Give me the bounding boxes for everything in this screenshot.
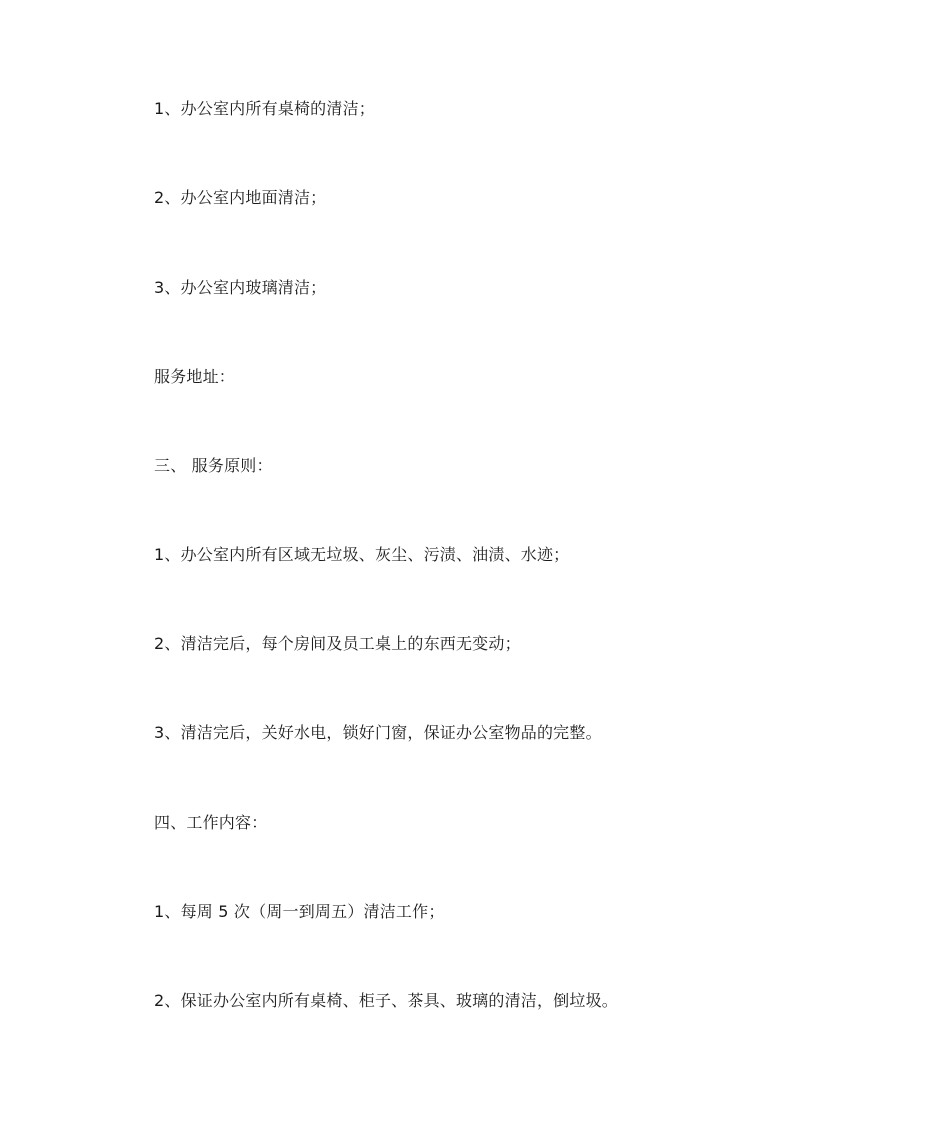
cleaning-item-desks: 1、办公室内所有桌椅的清洁；: [154, 99, 375, 118]
principle-item-3: 3、清洁完后，关好水电，锁好门窗，保证办公室物品的完整。: [154, 723, 602, 742]
work-item-2: 2、保证办公室内所有桌椅、柜子、茶具、玻璃的清洁，倒垃圾。: [154, 991, 618, 1010]
section-heading-principles: 三、 服务原则：: [154, 456, 273, 475]
cleaning-item-glass: 3、办公室内玻璃清洁；: [154, 278, 327, 297]
section-heading-work: 四、工作内容：: [154, 813, 268, 832]
cleaning-item-floor: 2、办公室内地面清洁；: [154, 188, 327, 207]
service-address-label: 服务地址：: [154, 367, 236, 386]
principle-item-1: 1、办公室内所有区域无垃圾、灰尘、污渍、油渍、水迹；: [154, 545, 570, 564]
principle-item-2: 2、清洁完后，每个房间及员工桌上的东西无变动；: [154, 634, 521, 653]
work-item-1: 1、每周 5 次（周一到周五）清洁工作；: [154, 902, 445, 921]
